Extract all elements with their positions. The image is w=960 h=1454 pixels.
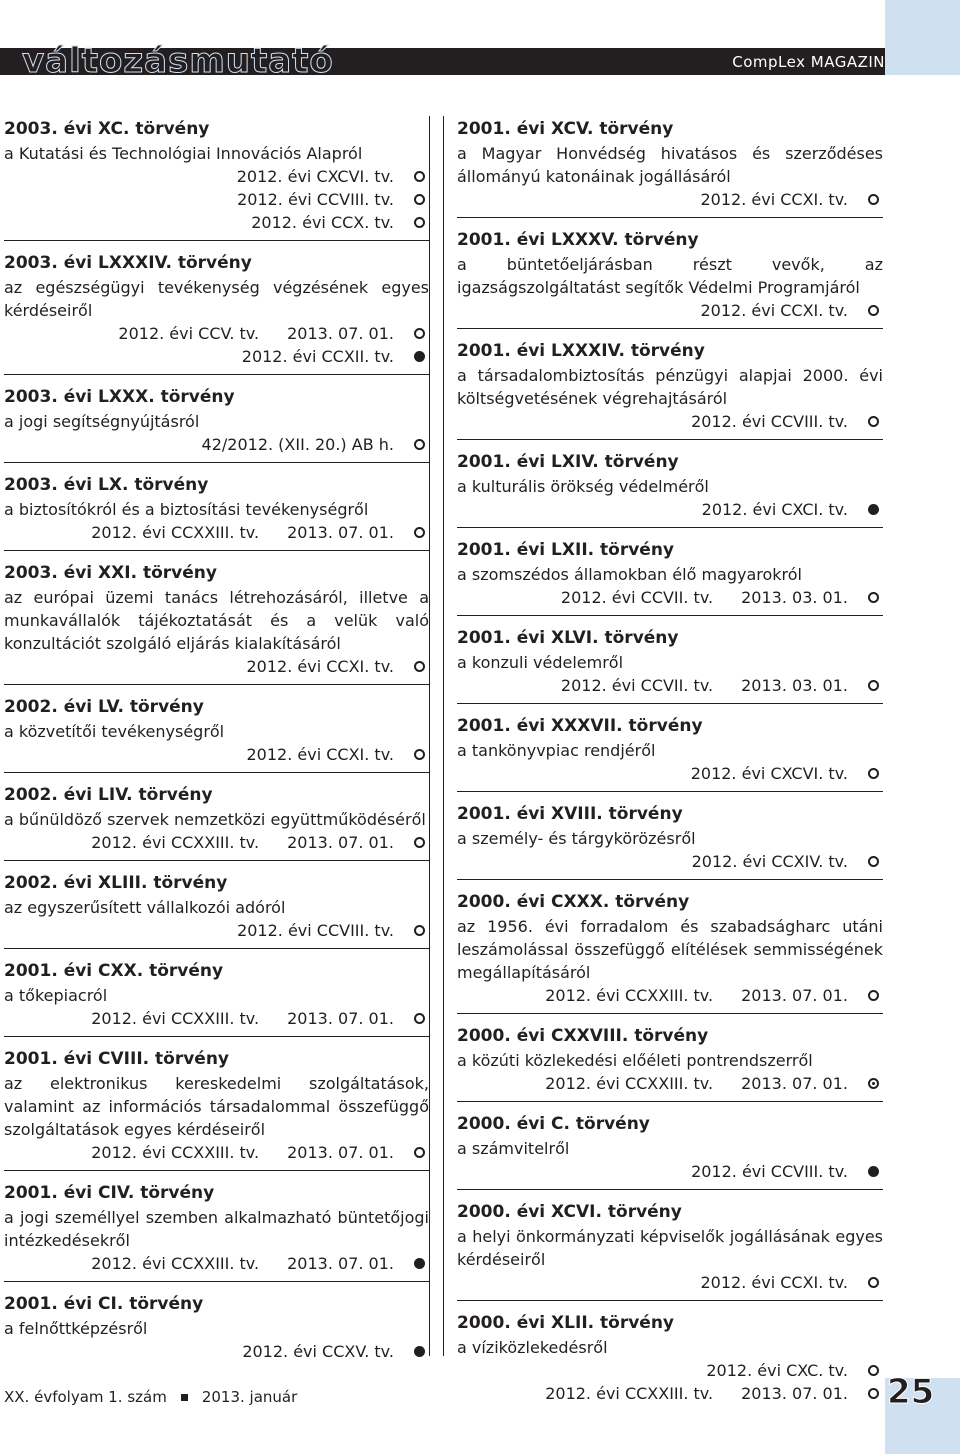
open-circle-icon xyxy=(868,592,879,603)
open-circle-icon xyxy=(414,1013,425,1024)
law-entry xyxy=(457,713,883,792)
open-circle-icon xyxy=(868,416,879,427)
open-circle-icon xyxy=(414,749,425,760)
open-circle-icon xyxy=(868,194,879,205)
open-circle-icon xyxy=(414,837,425,848)
law-description: az európai üzemi tanács létrehozásáról, illetve a munkavállalók tájékoztatását és a velük való konzultációt szolgáló eljárás kialakításáról xyxy=(4,588,429,653)
magazine-name: CompLex MAGAZIN xyxy=(732,53,885,71)
open-circle-icon xyxy=(414,171,425,182)
effective-date: 2013. 03. 01. xyxy=(741,588,848,607)
law-entry xyxy=(457,1310,883,1411)
amending-law: 2012. évi CCVIII. tv. xyxy=(237,190,394,209)
amending-law: 2012. évi CCXXIII. tv. xyxy=(91,1009,260,1028)
law-description: az egészségügyi tevékenység végzésének egyes kérdéseiről xyxy=(4,278,429,320)
amendment-row xyxy=(4,1007,429,1030)
filled-circle-icon xyxy=(414,1258,425,1269)
law-title: 2003. évi XC. törvény xyxy=(4,119,210,139)
law-title: 2001. évi CXX. törvény xyxy=(4,961,224,981)
filled-circle-icon xyxy=(868,504,879,515)
filled-circle-icon xyxy=(868,1166,879,1177)
law-entry xyxy=(457,449,883,528)
law-description: az 1956. évi forradalom és szabadságharc utáni leszámolással összefüggő elítélések semmisségének megállapításáról xyxy=(457,917,883,982)
law-entry xyxy=(457,1023,883,1102)
amendment-row xyxy=(457,188,883,211)
effective-date: 2013. 07. 01. xyxy=(741,1074,848,1093)
open-circle-icon xyxy=(868,856,879,867)
law-description: a Kutatási és Technológiai Innovációs Alapról xyxy=(4,144,363,163)
law-title: 2001. évi LXII. törvény xyxy=(457,540,674,560)
effective-date: 2013. 07. 01. xyxy=(287,1143,394,1162)
law-title: 2000. évi CXXVIII. törvény xyxy=(457,1026,709,1046)
law-entry xyxy=(4,1046,429,1171)
law-description: a közvetítői tevékenységről xyxy=(4,722,225,741)
open-circle-icon xyxy=(868,1277,879,1288)
law-title: 2001. évi LXXXIV. törvény xyxy=(457,341,705,361)
law-title: 2002. évi LIV. törvény xyxy=(4,785,213,805)
amending-law: 2012. évi CCXI. tv. xyxy=(700,1273,848,1292)
law-entry xyxy=(4,958,429,1037)
law-description: a bűnüldöző szervek nemzetközi együttműködéséről xyxy=(4,810,426,829)
open-circle-icon xyxy=(414,1147,425,1158)
effective-date: 2013. 07. 01. xyxy=(287,833,394,852)
law-entry xyxy=(4,694,429,773)
effective-date: 2013. 03. 01. xyxy=(741,676,848,695)
law-description: a közúti közlekedési előéleti pontrendszerről xyxy=(457,1051,813,1070)
law-entry xyxy=(457,116,883,218)
amendment-row xyxy=(4,433,429,456)
amendment-row xyxy=(4,322,429,345)
amendment-row xyxy=(457,1382,883,1405)
law-entry xyxy=(457,801,883,880)
open-circle-icon xyxy=(868,305,879,316)
law-entry xyxy=(457,227,883,329)
amending-law: 2012. évi CCVIII. tv. xyxy=(237,921,394,940)
amendment-row xyxy=(4,345,429,368)
law-entry xyxy=(4,472,429,551)
amending-law: 2012. évi CCX. tv. xyxy=(251,213,394,232)
amending-law: 2012. évi CCXIV. tv. xyxy=(691,852,848,871)
amending-law: 2012. évi CCVII. tv. xyxy=(560,588,714,607)
open-circle-icon xyxy=(868,1365,879,1376)
law-description: a kulturális örökség védelméről xyxy=(457,477,709,496)
law-description: a személy- és tárgykörözésről xyxy=(457,829,696,848)
target-circle-icon xyxy=(868,1078,879,1089)
law-title: 2001. évi LXIV. törvény xyxy=(457,452,679,472)
amendment-row xyxy=(457,1359,883,1382)
law-title: 2003. évi LXXX. törvény xyxy=(4,387,235,407)
amendment-row xyxy=(4,188,429,211)
filled-circle-icon xyxy=(414,1346,425,1357)
law-description: a büntetőeljárásban részt vevők, az igazságszolgáltatást segítők Védelmi Programjáról xyxy=(457,255,883,297)
amending-law: 2012. évi CXCVI. tv. xyxy=(690,764,848,783)
law-title: 2002. évi LV. törvény xyxy=(4,697,204,717)
amendment-row xyxy=(4,1340,429,1363)
open-circle-icon xyxy=(414,925,425,936)
separator-square-icon xyxy=(181,1394,188,1401)
law-title: 2002. évi XLIII. törvény xyxy=(4,873,228,893)
amending-law: 42/2012. (XII. 20.) AB h. xyxy=(201,435,394,454)
law-entry xyxy=(457,1199,883,1301)
amendment-row xyxy=(457,299,883,322)
amending-law: 2012. évi CCVIII. tv. xyxy=(691,1162,848,1181)
effective-date: 2013. 07. 01. xyxy=(741,1384,848,1403)
amendment-row xyxy=(4,165,429,188)
column-divider xyxy=(429,116,430,1356)
effective-date: 2013. 07. 01. xyxy=(287,523,394,542)
open-circle-icon xyxy=(868,1388,879,1399)
amending-law: 2012. évi CCXI. tv. xyxy=(246,657,394,676)
amendment-row xyxy=(4,211,429,234)
amending-law: 2012. évi CCXXIII. tv. xyxy=(91,1254,260,1273)
open-circle-icon xyxy=(414,217,425,228)
open-circle-icon xyxy=(868,990,879,1001)
page-number-box xyxy=(885,1372,960,1454)
law-entry xyxy=(4,1180,429,1282)
law-description: az egyszerűsített vállalkozói adóról xyxy=(4,898,286,917)
open-circle-icon xyxy=(414,527,425,538)
amendment-row xyxy=(457,984,883,1007)
law-entry xyxy=(4,560,429,685)
law-title: 2000. évi XCVI. törvény xyxy=(457,1202,682,1222)
column-divider xyxy=(443,116,444,1356)
amendment-row xyxy=(457,1160,883,1183)
amendment-row xyxy=(4,655,429,678)
header-corner-box xyxy=(885,0,960,75)
amending-law: 2012. évi CCXI. tv. xyxy=(246,745,394,764)
law-description: az elektronikus kereskedelmi szolgáltatások, valamint az információs társadalommal összefüggő szolgáltatások egyes kérdéseiről xyxy=(4,1074,429,1139)
law-title: 2000. évi XLII. törvény xyxy=(457,1313,674,1333)
page-number: 25 xyxy=(887,1372,935,1412)
amendment-row xyxy=(4,1141,429,1164)
law-title: 2001. évi XLVI. törvény xyxy=(457,628,679,648)
law-entry xyxy=(457,537,883,616)
amendment-row xyxy=(457,498,883,521)
issue-date: 2013. január xyxy=(201,1388,298,1406)
open-circle-icon xyxy=(414,661,425,672)
amendment-row xyxy=(4,831,429,854)
open-circle-icon xyxy=(414,194,425,205)
law-entry xyxy=(457,625,883,704)
law-description: a felnőttképzésről xyxy=(4,1319,148,1338)
amendment-row xyxy=(4,919,429,942)
amendment-row xyxy=(4,521,429,544)
law-description: a szomszédos államokban élő magyarokról xyxy=(457,565,802,584)
amending-law: 2012. évi CXCI. tv. xyxy=(701,500,848,519)
header-banner xyxy=(0,41,885,81)
amending-law: 2012. évi CCXI. tv. xyxy=(700,190,848,209)
law-description: a konzuli védelemről xyxy=(457,653,624,672)
law-title: 2001. évi XCV. törvény xyxy=(457,119,674,139)
open-circle-icon xyxy=(868,680,879,691)
amending-law: 2012. évi CCXI. tv. xyxy=(700,301,848,320)
law-title: 2000. évi C. törvény xyxy=(457,1114,650,1134)
law-title: 2001. évi LXXXV. törvény xyxy=(457,230,699,250)
effective-date: 2013. 07. 01. xyxy=(287,1009,394,1028)
open-circle-icon xyxy=(414,328,425,339)
effective-date: 2013. 07. 01. xyxy=(741,986,848,1005)
law-entry xyxy=(457,889,883,1014)
law-entry xyxy=(4,250,429,375)
effective-date: 2013. 07. 01. xyxy=(287,324,394,343)
law-title: 2000. évi CXXX. törvény xyxy=(457,892,690,912)
amending-law: 2012. évi CXCVI. tv. xyxy=(236,167,394,186)
law-title: 2003. évi LX. törvény xyxy=(4,475,209,495)
footer xyxy=(4,1388,297,1406)
law-description: a biztosítókról és a biztosítási tevékenységről xyxy=(4,500,369,519)
law-entry xyxy=(4,870,429,949)
amendment-row xyxy=(457,1072,883,1095)
law-title: 2003. évi LXXXIV. törvény xyxy=(4,253,252,273)
amendment-row xyxy=(457,1271,883,1294)
law-title: 2001. évi CI. törvény xyxy=(4,1294,204,1314)
amending-law: 2012. évi CXC. tv. xyxy=(706,1361,848,1380)
amending-law: 2012. évi CCXXIII. tv. xyxy=(91,833,260,852)
law-entry xyxy=(4,384,429,463)
law-description: a tőkepiacról xyxy=(4,986,108,1005)
right-column xyxy=(457,116,883,1420)
law-title: 2001. évi XVIII. törvény xyxy=(457,804,683,824)
law-description: a társadalombiztosítás pénzügyi alapjai 2000. évi költségvetésének végrehajtásáról xyxy=(457,366,883,408)
amending-law: 2012. évi CCXII. tv. xyxy=(241,347,394,366)
law-description: a helyi önkormányzati képviselők jogállásának egyes kérdéseiről xyxy=(457,1227,883,1269)
law-entry xyxy=(4,782,429,861)
amending-law: 2012. évi CCXXIII. tv. xyxy=(545,1074,714,1093)
amending-law: 2012. évi CCV. tv. xyxy=(118,324,260,343)
effective-date: 2013. 07. 01. xyxy=(287,1254,394,1273)
issue-label: XX. évfolyam 1. szám xyxy=(4,1388,167,1406)
law-title: 2001. évi CIV. törvény xyxy=(4,1183,215,1203)
law-description: a Magyar Honvédség hivatásos és szerződéses állományú katonáinak jogállásáról xyxy=(457,144,883,186)
law-title: 2001. évi CVIII. törvény xyxy=(4,1049,230,1069)
amending-law: 2012. évi CCVII. tv. xyxy=(560,676,714,695)
law-entry xyxy=(4,116,429,241)
amending-law: 2012. évi CCXXIII. tv. xyxy=(91,523,260,542)
law-description: a jogi segítségnyújtásról xyxy=(4,412,200,431)
amendment-row xyxy=(457,586,883,609)
amending-law: 2012. évi CCXXIII. tv. xyxy=(91,1143,260,1162)
amendment-row xyxy=(457,762,883,785)
open-circle-icon xyxy=(868,768,879,779)
amending-law: 2012. évi CCXXIII. tv. xyxy=(545,1384,714,1403)
amending-law: 2012. évi CCXXIII. tv. xyxy=(545,986,714,1005)
law-description: a víziközlekedésről xyxy=(457,1338,608,1357)
amendment-row xyxy=(4,1252,429,1275)
amending-law: 2012. évi CCXV. tv. xyxy=(242,1342,394,1361)
left-column xyxy=(4,116,429,1378)
section-title: változásmutató xyxy=(22,41,334,81)
amendment-row xyxy=(457,850,883,873)
amendment-row xyxy=(457,674,883,697)
law-description: a tankönyvpiac rendjéről xyxy=(457,741,656,760)
amendment-row xyxy=(4,743,429,766)
open-circle-icon xyxy=(414,439,425,450)
amendment-row xyxy=(457,410,883,433)
law-entry xyxy=(457,338,883,440)
law-description: a számvitelről xyxy=(457,1139,570,1158)
amending-law: 2012. évi CCVIII. tv. xyxy=(691,412,848,431)
law-title: 2003. évi XXI. törvény xyxy=(4,563,217,583)
filled-circle-icon xyxy=(414,351,425,362)
law-entry xyxy=(4,1291,429,1369)
law-entry xyxy=(457,1111,883,1190)
law-title: 2001. évi XXXVII. törvény xyxy=(457,716,703,736)
law-description: a jogi személlyel szemben alkalmazható büntetőjogi intézkedésekről xyxy=(4,1208,429,1250)
